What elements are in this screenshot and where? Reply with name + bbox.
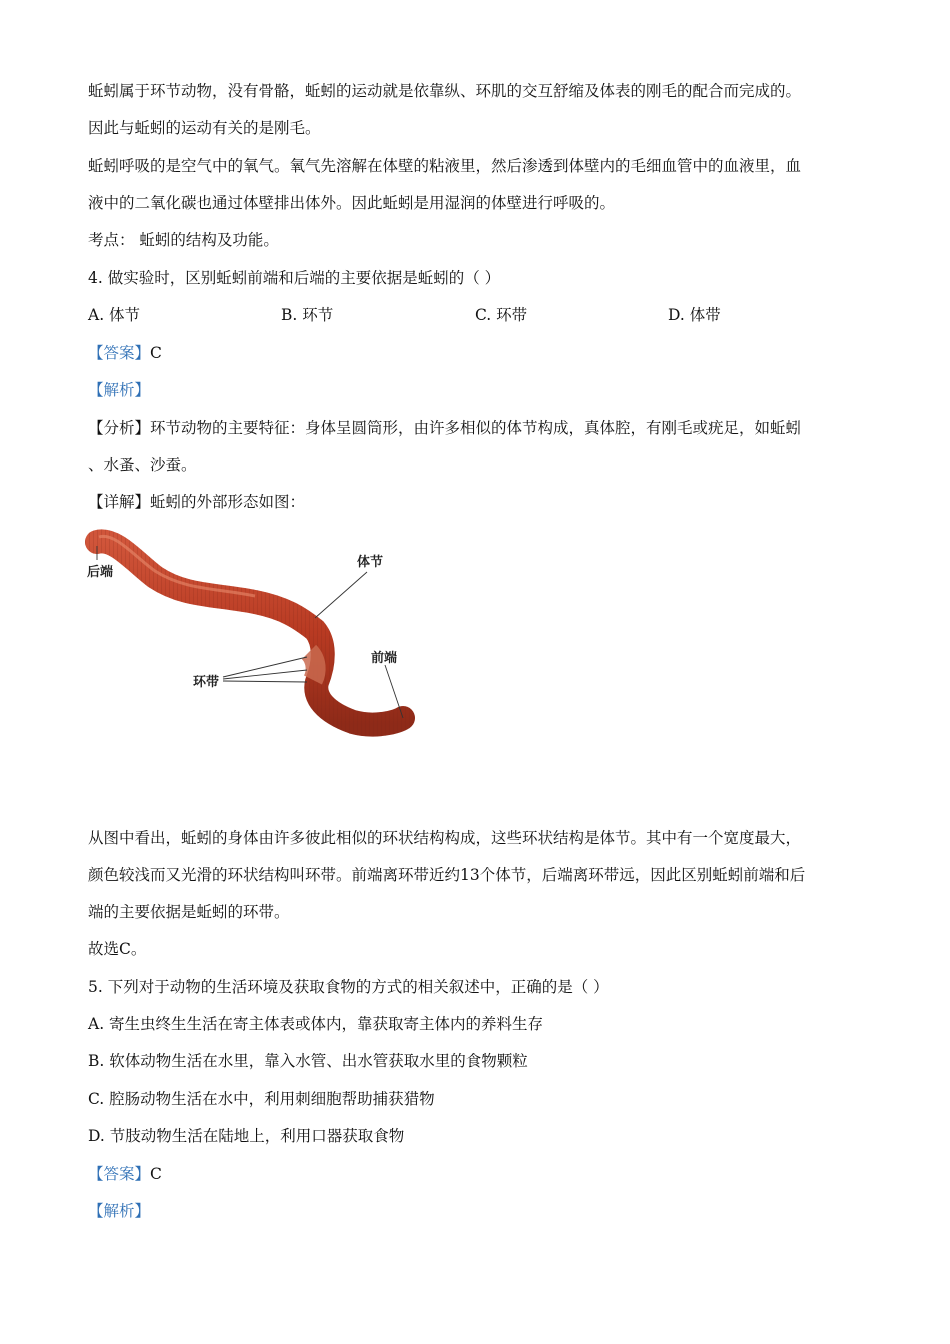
label-tail: 后端 [87,565,114,580]
question-5: 5. 下列对于动物的生活环境及获取食物的方式的相关叙述中，正确的是（ ） [88,978,609,996]
paragraph-line: 液中的二氧化碳也通过体壁排出体外。因此蚯蚓是用湿润的体壁进行呼吸的。 [88,194,616,212]
q4-answer-line [88,342,162,364]
q4-option-c: C. 环带 [475,306,528,324]
detail-intro: 蚯蚓的外部形态如图： [150,493,306,511]
kaodian-line: 考点： 蚯蚓的结构及功能。 [88,231,279,249]
earthworm-figure [85,522,425,752]
q4-option-d: D. 体带 [668,306,721,324]
q5-option-d: D. 节肢动物生活在陆地上，利用口器获取食物 [88,1127,405,1145]
q4-option-b: B. 环节 [281,306,334,324]
question-4: 4. 做实验时，区别蚯蚓前端和后端的主要依据是蚯蚓的（ ） [88,269,501,287]
answer-value: C [150,344,162,362]
detail-line [88,491,305,513]
fenxi-line [88,417,801,439]
explain-line: 颜色较浅而又光滑的环状结构叫环带。前端离环带近约13个体节，后端离环带远，因此区别蚯蚓前端和后 [88,866,806,884]
fenxi-text: 环节动物的主要特征：身体呈圆筒形，由许多相似的体节构成，真体腔，有刚毛或疣足，如蚯蚓 [150,419,802,437]
q5-answer-line [88,1163,162,1185]
paragraph-line: 蚯蚓属于环节动物，没有骨骼，蚯蚓的运动就是依靠纵、环肌的交互舒缩及体表的刚毛的配合而完成的。 [88,82,802,100]
conclusion: 故选C。 [88,940,147,958]
explain-line: 端的主要依据是蚯蚓的环带。 [88,903,290,921]
label-clitellum: 环带 [193,675,220,690]
answer-tag: 【答案】 [88,1165,151,1183]
fenxi-tag: 【分析】 [88,419,151,437]
q4-option-a: A. 体节 [88,306,141,324]
detail-tag: 【详解】 [88,493,151,511]
label-segment: 体节 [357,555,384,570]
paragraph-line: 蚯蚓呼吸的是空气中的氧气。氧气先溶解在体壁的粘液里，然后渗透到体壁内的毛细血管中的血液里，血 [88,157,802,175]
q5-option-a: A. 寄生虫终生生活在寄主体表或体内，靠获取寄主体内的养料生存 [88,1015,544,1033]
q5-option-b: B. 软体动物生活在水里，靠入水管、出水管获取水里的食物颗粒 [88,1052,528,1070]
analysis-tag: 【解析】 [88,1202,151,1220]
analysis-tag: 【解析】 [88,381,151,399]
label-head: 前端 [371,651,398,666]
fenxi-line-2: 、水蚤、沙蚕。 [88,456,197,474]
paragraph-line: 因此与蚯蚓的运动有关的是刚毛。 [88,119,321,137]
explain-line: 从图中看出，蚯蚓的身体由许多彼此相似的环状结构构成，这些环状结构是体节。其中有一个宽度最大， [88,829,802,847]
answer-tag: 【答案】 [88,344,151,362]
q5-option-c: C. 腔肠动物生活在水中，利用刺细胞帮助捕获猎物 [88,1090,435,1108]
clitellum [309,652,316,680]
answer-value: C [150,1165,162,1183]
